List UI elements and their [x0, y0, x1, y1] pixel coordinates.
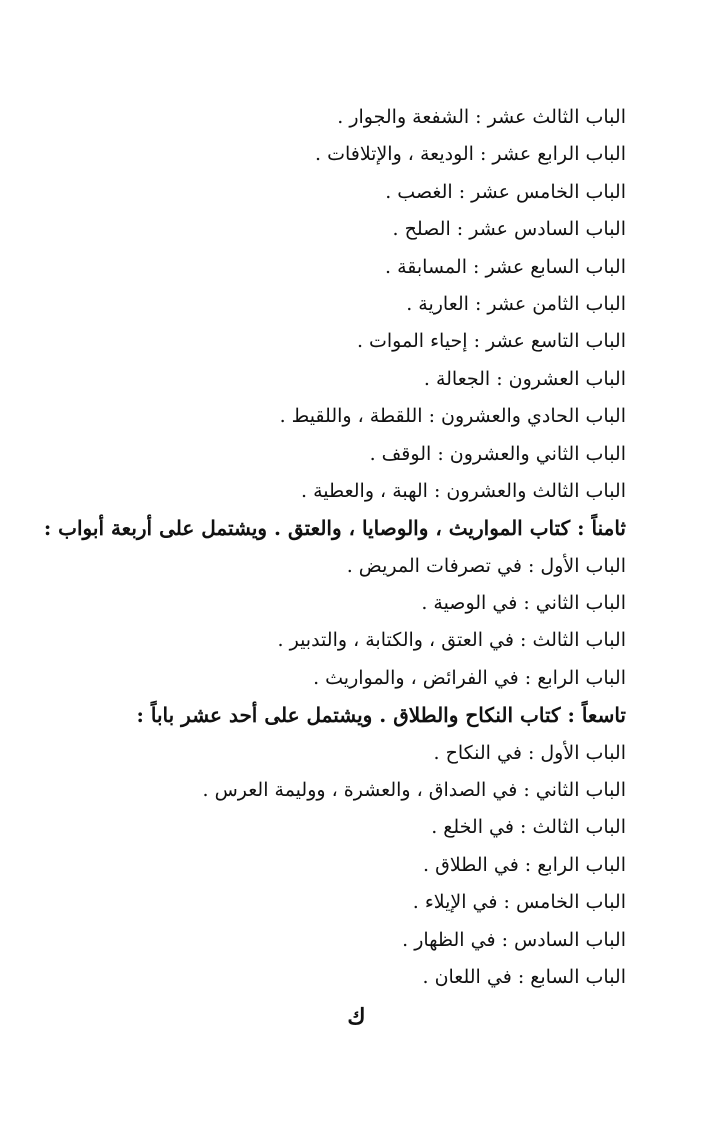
- chapter-line: الباب الأول : في تصرفات المريض .: [346, 554, 626, 577]
- chapter-line: الباب الثامن عشر : العارية .: [406, 292, 626, 315]
- chapter-line: الباب السادس : في الظهار .: [402, 928, 626, 951]
- chapter-line: الباب الثالث عشر : الشفعة والجوار .: [337, 106, 626, 128]
- chapter-line: الباب الحادي والعشرون : اللقطة ، واللقيط .: [279, 405, 626, 428]
- table-of-contents: [43, 99, 626, 996]
- section-heading: تاسعاً : كتاب النكاح والطلاق . ويشتمل على أحد عشر باباً :: [136, 703, 626, 728]
- chapter-line: الباب الثالث : في العتق ، والكتابة ، والتدبير .: [277, 629, 626, 652]
- chapter-line: الباب الخامس : في الإيلاء .: [412, 891, 626, 914]
- chapter-line: الباب العشرون : الجعالة .: [423, 367, 626, 390]
- chapter-line: الباب الثالث والعشرون : الهبة ، والعطية .: [301, 479, 626, 502]
- chapter-line: الباب الرابع : في الفرائض ، والمواريث .: [313, 666, 626, 689]
- chapter-line: الباب الرابع عشر : الوديعة ، والإتلافات .: [315, 143, 626, 166]
- chapter-line: الباب السابع عشر : المسابقة .: [385, 255, 626, 278]
- chapter-line: الباب الرابع : في الطلاق .: [423, 853, 626, 876]
- chapter-line: الباب الثاني : في الصداق ، والعشرة ، ووليمة العرس .: [202, 779, 626, 802]
- chapter-line: الباب الثالث : في الخلع .: [431, 816, 626, 839]
- chapter-line: الباب التاسع عشر : إحياء الموات .: [356, 330, 626, 353]
- chapter-line: الباب الثاني : في الوصية .: [421, 592, 626, 615]
- chapter-line: الباب الخامس عشر : الغصب .: [385, 180, 626, 203]
- page-number: ك: [347, 1004, 366, 1030]
- chapter-line: الباب السابع : في اللعان .: [422, 965, 626, 988]
- chapter-line: الباب السادس عشر : الصلح .: [392, 218, 626, 241]
- chapter-line: الباب الأول : في النكاح .: [433, 741, 626, 764]
- section-heading: ثامناً : كتاب المواريث ، والوصايا ، والعتق . ويشتمل على أربعة أبواب :: [43, 516, 626, 541]
- chapter-line: الباب الثاني والعشرون : الوقف .: [369, 442, 626, 465]
